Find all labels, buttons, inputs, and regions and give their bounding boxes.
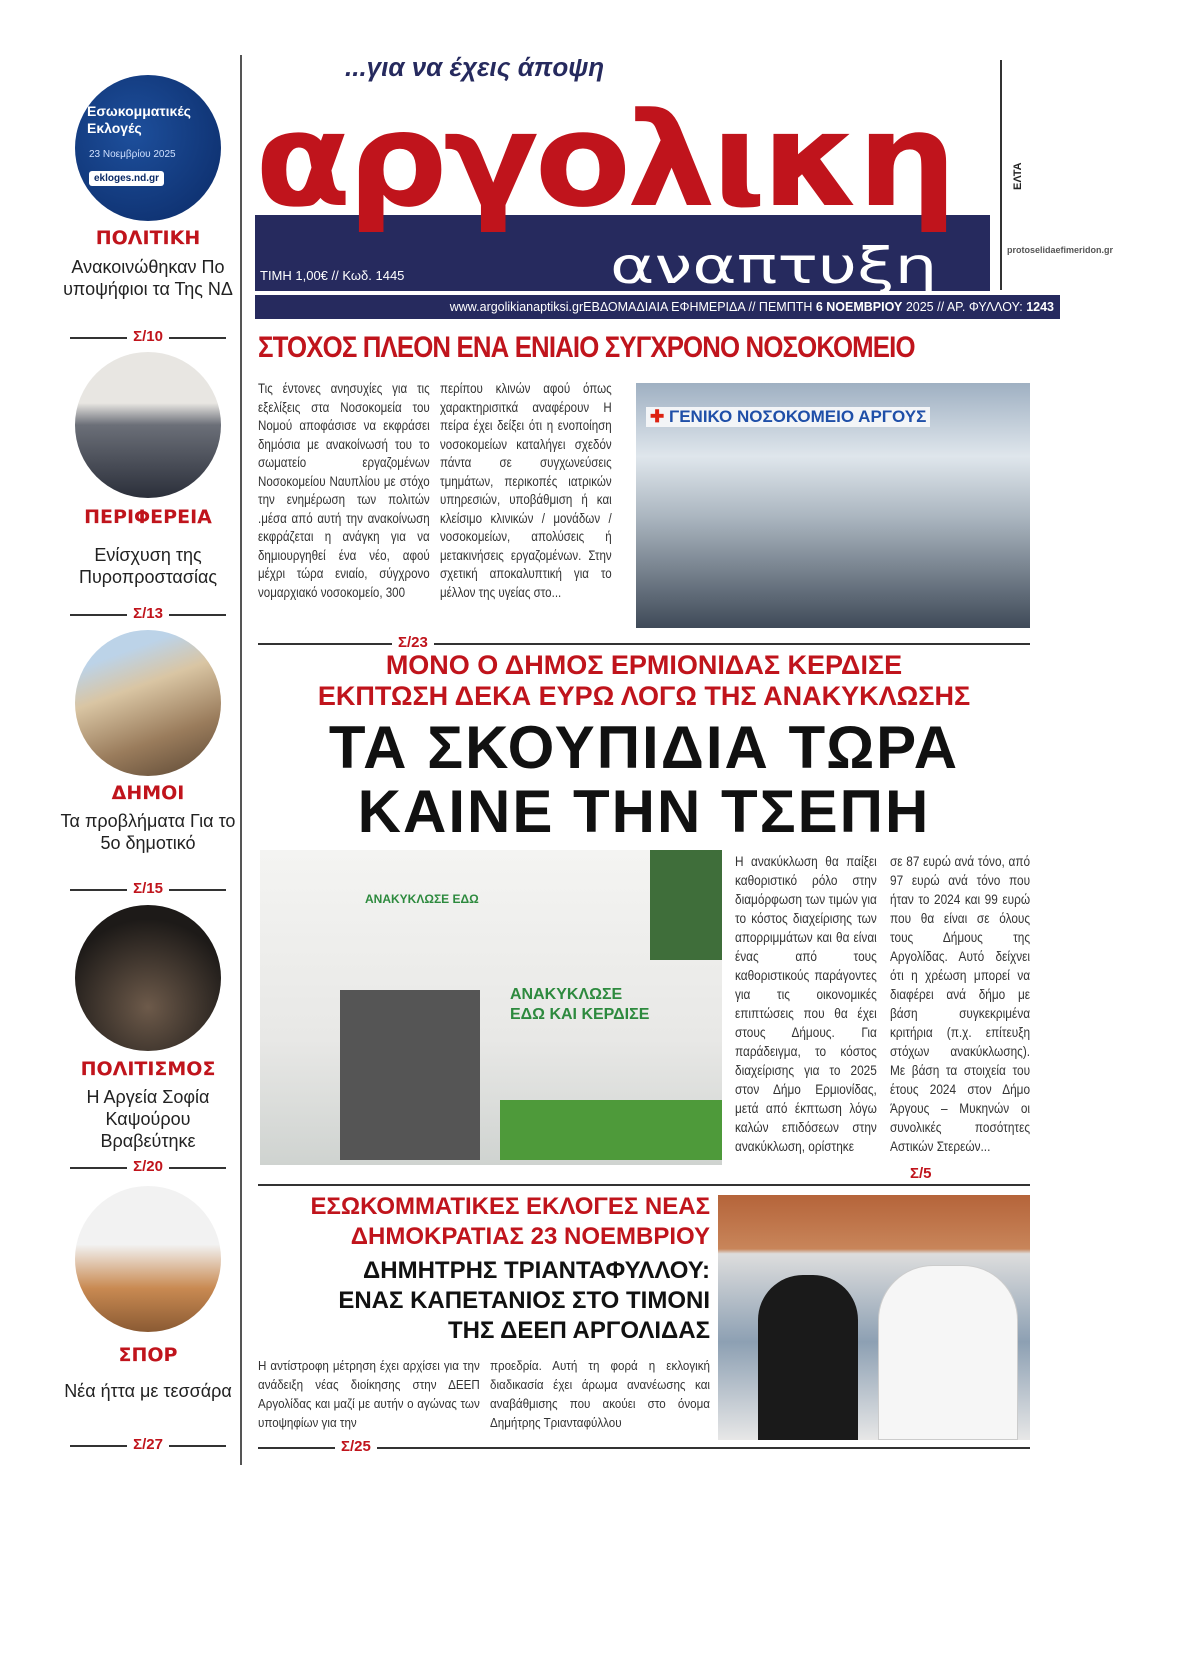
headline[interactable]: ΔΗΜΗΤΡΗΣ ΤΡΙΑΝΤΑΦΥΛΛΟΥ: ΕΝΑΣ ΚΑΠΕΤΑΝΙΟΣ ΣΤΟ ΤΙΜΟΝΙ ΤΗΣ ΔΕΕΠ ΑΡΓΟΛΙΔΑΣ [338, 1257, 710, 1344]
page-ref: Σ/15 [70, 880, 226, 898]
kicker: ΜΟΝΟ Ο ΔΗΜΟΣ ΕΡΜΙΟΝΙΔΑΣ ΚΕΡΔΙΣΕ ΕΚΠΤΩΣΗ ΔΕΚΑ ΕΥΡΩ ΛΟΓΩ ΤΗΣ ΑΝΑΚΥΚΛΩΣΗΣ [317, 650, 971, 711]
trees [650, 850, 722, 960]
page-ref: Σ/10 [70, 328, 226, 346]
section-label-sports[interactable]: ΣΠΟΡ [118, 1344, 178, 1366]
hospital-photo[interactable] [636, 383, 1030, 628]
elections-badge-photo[interactable] [75, 75, 221, 221]
badge-date: 23 Νοεμβρίου 2025 [89, 149, 176, 160]
article-column: προεδρία. Αυτή τη φορά η εκλογική διαδικασία έχει άρωμα ανανέωσης και αναβάθμισης που ακούει στο όνομα Δημήτρης Τριανταφύλλου [490, 1358, 710, 1430]
newspaper-title: αργολικη [255, 84, 953, 236]
recycling-kiosk-photo[interactable] [260, 850, 722, 1165]
page-ref: Σ/25 [335, 1438, 377, 1455]
section-teaser[interactable]: Νέα ήττα με τεσσάρα [64, 1381, 232, 1401]
section-teaser[interactable]: Η Αργεία Σοφία Καψούρου Βραβεύτηκε [86, 1087, 210, 1151]
red-cross-icon: ✚ [650, 407, 665, 426]
section-label-region[interactable]: ΠΕΡΙΦΕΡΕΙΑ [84, 506, 212, 528]
badge-url: ekloges.nd.gr [89, 171, 164, 186]
section-label-politics[interactable]: ΠΟΛΙΤΙΚΗ [95, 227, 201, 249]
divider [258, 1184, 1030, 1186]
section-label-municipalities[interactable]: ΔΗΜΟΙ [111, 782, 185, 804]
sports-photo[interactable] [75, 1186, 221, 1332]
page-ref: Σ/5 [910, 1165, 932, 1182]
column-divider [240, 55, 242, 1465]
region-meeting-photo[interactable] [75, 352, 221, 498]
page-ref: Σ/13 [70, 605, 226, 623]
issue-number: 1243 [1026, 300, 1054, 314]
section-label-culture[interactable]: ΠΟΛΙΤΙΣΜΟΣ [80, 1058, 216, 1080]
page-ref: Σ/23 [392, 634, 434, 651]
priest-figure [758, 1275, 858, 1440]
price-code: ΤΙΜΗ 1,00€ // Κωδ. 1445 [260, 268, 405, 283]
page-ref: Σ/20 [70, 1158, 226, 1176]
website-link[interactable]: www.argolikianaptiksi.gr [449, 300, 584, 314]
portrait-photo[interactable] [718, 1195, 1030, 1440]
kiosk-slogan: ΑΝΑΚΥΚΛΩΣΕ ΕΔΩ ΚΑΙ ΚΕΡΔΙΣΕ [510, 986, 650, 1023]
masthead-divider [1000, 60, 1002, 290]
divider [258, 643, 1030, 645]
article-column: Η αντίστροφη μέτρηση έχει αρχίσει για την ανάδειξη νέας διοίκησης στην ΔΕΕΠ Αργολίδας και μαζί με αυτήν ο αγώνας των υποψηφίων για την [258, 1358, 480, 1430]
article-column: περίπου κλινών αφού όπως χαρακτηρισιτκά αναφέρουν Η πείρα έχει δείξει ότι η ενοποίηση νοσοκομείων καταλήγει σχεδόν πάντα σε συγχωνεύσεις τμημάτων, περικοπές ιατρικών υπηρεσιών, υποβάθμιση ή και κλείσιμο κλινικών / μονάδων / νοσοκομείων, απολύσεις ή μετακινήσεις εργαζομένων. Στην σχετική αποκαλυπτική για το μέλλον της υγείας στο... [440, 381, 612, 600]
section-teaser[interactable]: Τα προβλήματα Για το 5ο δημοτικό [60, 811, 236, 853]
hospital-sign: ✚ ΓΕΝΙΚΟ ΝΟΣΟΚΟΜΕΙΟ ΑΡΓΟΥΣ [646, 407, 930, 427]
tagline: ...για να έχεις άποψη [345, 52, 605, 82]
main-headline[interactable]: ΤΑ ΣΚΟΥΠΙΔΙΑ ΤΩΡΑ ΚΑΙΝΕ ΤΗΝ ΤΣΕΠΗ [328, 714, 960, 845]
article-column: Η ανακύκλωση θα παίξει καθοριστικό ρόλο στην διαμόρφωση των τιμών για το κόστος διαχείρισης των απορριμμάτων και θα είναι ένας από τους καθοριστικούς παράγοντες για τις οικονομικές επιπτώσεις που θα έχει στους Δήμους. Για παράδειγμα, το κόστος διαχείρισης για το 2025 στον Δήμο Ερμιονίδας, μετά από έκπτωση λόγω καλών επιδόσεων στην ανακύκλωση, ορίστηκε [735, 854, 877, 1154]
section-teaser[interactable]: Ανακοινώθηκαν Πο υποψήφιοι τα Της ΝΔ [63, 257, 233, 299]
headline[interactable]: ΣΤΟΧΟΣ ΠΛΕΟΝ ΕΝΑ ΕΝΙΑΙΟ ΣΥΓΧΡΟΝΟ ΝΟΣΟΚΟΜΕΙΟ [258, 331, 915, 364]
badge-title: Εσωκομματικές Εκλογές [87, 103, 191, 136]
article-column: Τις έντονες ανησυχίες για τις εξελίξεις στα Νοσοκομεία του Νομού αποφάσισε να εκφράσει δημόσια με ανακοίνωσή του το σωματείο εργαζομένων Νοσοκομείου Ναυπλίου με στόχο την ενημέρωση των πολιτών .μέσα από αυτή την ανακοίνωση εκφράζεται η ανάγκη για να δημιουργηθεί ένα νέο, αφού μέχρι τώρα ενιαίο, σύγχρονο νομαρχιακό νοσοκομείο, 300 [258, 381, 430, 600]
date-bar: www.argolikianaptiksi.grΕΒΔΟΜΑΔΙΑΙΑ ΕΦΗΜΕΡΙΔΑ // ΠΕΜΠΤΗ 6 ΝΟΕΜΒΡΙΟΥ 2025 // ΑΡ. ΦΥΛΛΟΥ: 1243 [255, 295, 1060, 319]
section-teaser[interactable]: Ενίσχυση της Πυροπροστασίας [78, 545, 218, 587]
captain-figure [878, 1265, 1018, 1440]
kiosk-green-panel [500, 1100, 722, 1160]
newspaper-subtitle: αναπτυξη [610, 237, 938, 295]
elta-logo: ΕΛΤΑ [1012, 162, 1024, 190]
issue-date: 6 ΝΟΕΜΒΡΙΟΥ [815, 300, 903, 314]
kiosk-machine [340, 990, 480, 1160]
article-column: σε 87 ευρώ ανά τόνο, από 97 ευρώ ανά τόνο που ήταν το 2024 και 99 ευρώ που θα είναι σε όλους τους Δήμους της Αργολίδας. Αυτό δείχνει ότι η χρέωση μπορεί να διαφέρει ανά δήμο με βάση συγκεκριμένα κριτήρια (π.χ. επίτευξη στόχων ανακύκλωσης). Με βάση τα στοιχεία του έτους 2024 στον Δήμο Άργους – Μυκηνών οι συνολικές ποσότητες Αστικών Στερεών... [890, 854, 1031, 1154]
watermark: protoselidaefimeridon.gr [1007, 245, 1114, 255]
award-photo[interactable] [75, 905, 221, 1051]
kiosk-sign: ΑΝΑΚΥΚΛΩΣΕ ΕΔΩ [365, 892, 479, 906]
kicker: ΕΣΩΚΟΜΜΑΤΙΚΕΣ ΕΚΛΟΓΕΣ ΝΕΑΣ ΔΗΜΟΚΡΑΤΙΑΣ 23 ΝΟΕΜΒΡΙΟΥ [310, 1193, 710, 1250]
page-ref: Σ/27 [70, 1436, 226, 1454]
school-building-photo[interactable] [75, 630, 221, 776]
